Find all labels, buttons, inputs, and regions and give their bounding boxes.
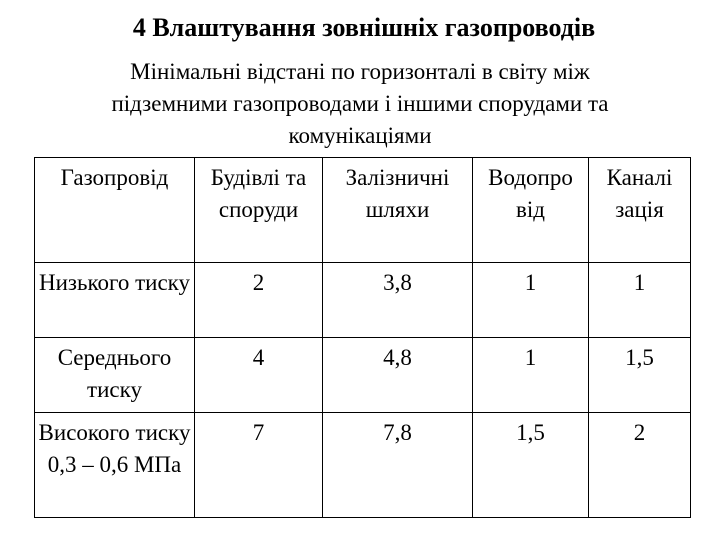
row-label-medium-pressure: Середнього тиску [35,338,195,413]
row-label-low-pressure: Низького тиску [35,263,195,338]
header-water-supply: Водопро від [473,158,589,263]
table-cell: 3,8 [323,263,473,338]
table-header-row [35,158,691,263]
table-cell: 1 [473,263,589,338]
table-row [35,338,691,413]
table-row [35,263,691,338]
table-cell: 7,8 [323,413,473,518]
header-buildings: Будівлі та споруди [195,158,323,263]
header-sewerage: Каналі зація [589,158,691,263]
header-pipeline: Газопровід [35,158,195,263]
caption-line-1: Мінімальні відстані по горизонталі в світу між [130,59,590,84]
table-cell: 1,5 [473,413,589,518]
table-cell: 1 [589,263,691,338]
header-railways: Залізничні шляхи [323,158,473,263]
table-cell: 2 [195,263,323,338]
table-cell: 4 [195,338,323,413]
table-cell: 4,8 [323,338,473,413]
slide-title: 4 Влаштування зовнішніх газопроводів [132,13,596,42]
table-cell: 1 [473,338,589,413]
distance-table [34,157,691,518]
table-cell: 1,5 [589,338,691,413]
table-row [35,413,691,518]
table-cell: 2 [589,413,691,518]
caption-line-2: підземними газопроводами і іншими спорудами та [111,91,609,116]
caption-line-3: комунікаціями [288,123,432,148]
table-cell: 7 [195,413,323,518]
row-label-high-pressure: Високого тиску 0,3 – 0,6 МПа [35,413,195,518]
table-caption [40,56,680,152]
